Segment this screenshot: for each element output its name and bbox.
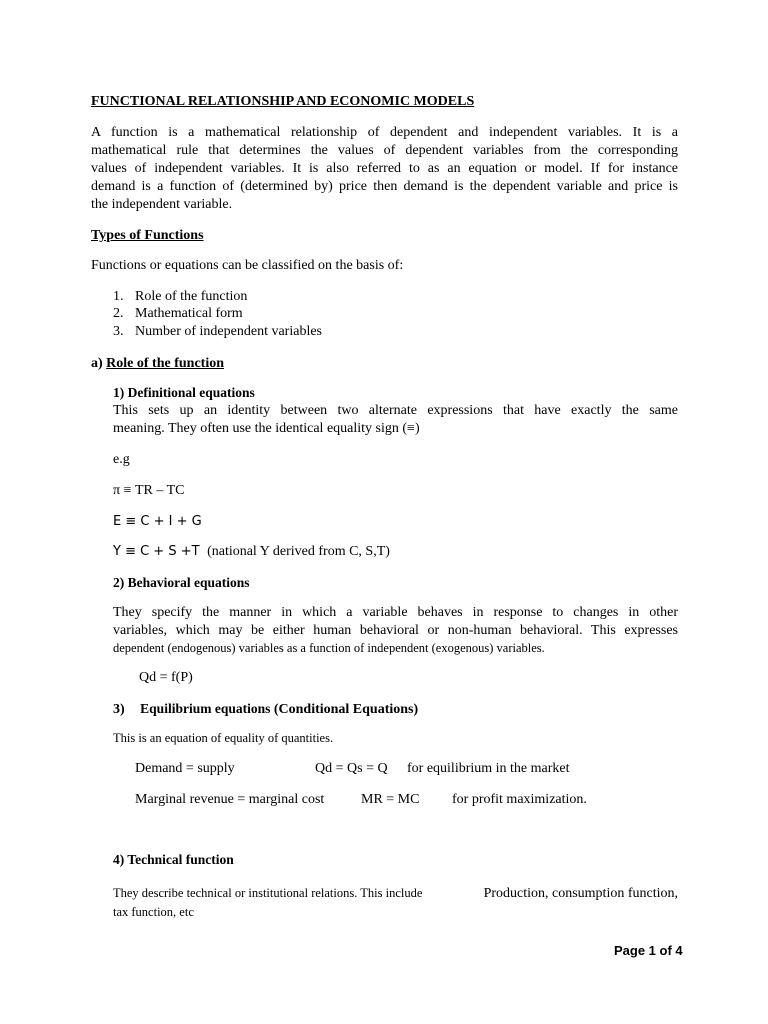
behavioral-line: variables, which may be either human behavioral or non-human behavioral. This expresses	[113, 623, 678, 638]
list-item: 3. Number of independent variables	[113, 324, 322, 339]
behavioral-paragraph	[113, 604, 678, 640]
section-a-heading: a) Role of the function	[91, 356, 224, 371]
equilibrium-row-formula: Qd = Qs = Q	[315, 761, 388, 776]
equilibrium-row-note: for profit maximization.	[452, 792, 587, 807]
intro-line: the independent variable.	[91, 197, 233, 212]
eg-label: e.g	[113, 452, 130, 467]
technical-line: They describe technical or institutional relations. This include Production, consumption function,	[113, 886, 678, 901]
intro-line: values of independent variables. It is also referred to as an equation or model. If for instance	[91, 161, 678, 176]
equilibrium-row-label: Marginal revenue = marginal cost	[135, 792, 325, 807]
intro-line: A function is a mathematical relationship of dependent and independent variables. It is a	[91, 125, 678, 140]
equation-income: Y ≡ C + S +T (national Y derived from C, S,T)	[113, 544, 390, 559]
technical-heading: 4) Technical function	[113, 852, 234, 867]
intro-line: demand is a function of (determined by) price then demand is the dependent variable and price is	[91, 179, 678, 194]
intro-line: mathematical rule that determines the values of dependent variables from the corresponding	[91, 143, 678, 158]
behavioral-line: They specify the manner in which a variable behaves in response to changes in other	[113, 605, 678, 620]
equilibrium-row-formula: MR = MC	[361, 792, 420, 807]
equation-demand: Qd = f(P)	[139, 670, 193, 685]
intro-paragraph	[91, 124, 678, 214]
behavioral-heading: 2) Behavioral equations	[113, 575, 250, 590]
equilibrium-row-label: Demand = supply	[135, 761, 235, 776]
definitional-heading: 1) Definitional equations	[113, 385, 255, 400]
definitional-line: meaning. They often use the identical equality sign (≡)	[113, 421, 420, 436]
equation-expenditure: E ≡ C + I + G	[113, 514, 202, 529]
definitional-paragraph	[113, 402, 678, 438]
types-heading: Types of Functions	[91, 228, 204, 243]
equation-profit: π ≡ TR – TC	[113, 483, 185, 498]
page-number: Page 1 of 4	[614, 943, 683, 958]
definitional-line: This sets up an identity between two alternate expressions that have exactly the same	[113, 403, 678, 418]
page-title: FUNCTIONAL RELATIONSHIP AND ECONOMIC MODELS	[91, 94, 475, 109]
classified-text: Functions or equations can be classified on the basis of:	[91, 258, 404, 273]
technical-line: tax function, etc	[113, 905, 194, 919]
equilibrium-row-note: for equilibrium in the market	[407, 761, 570, 776]
behavioral-small-line: dependent (endogenous) variables as a function of independent (exogenous) variables.	[113, 641, 545, 655]
list-item: 2. Mathematical form	[113, 306, 243, 321]
list-item: 1. Role of the function	[113, 289, 248, 304]
equilibrium-heading: 3) Equilibrium equations (Conditional Equations)	[113, 701, 419, 717]
equilibrium-intro: This is an equation of equality of quantities.	[113, 731, 334, 745]
